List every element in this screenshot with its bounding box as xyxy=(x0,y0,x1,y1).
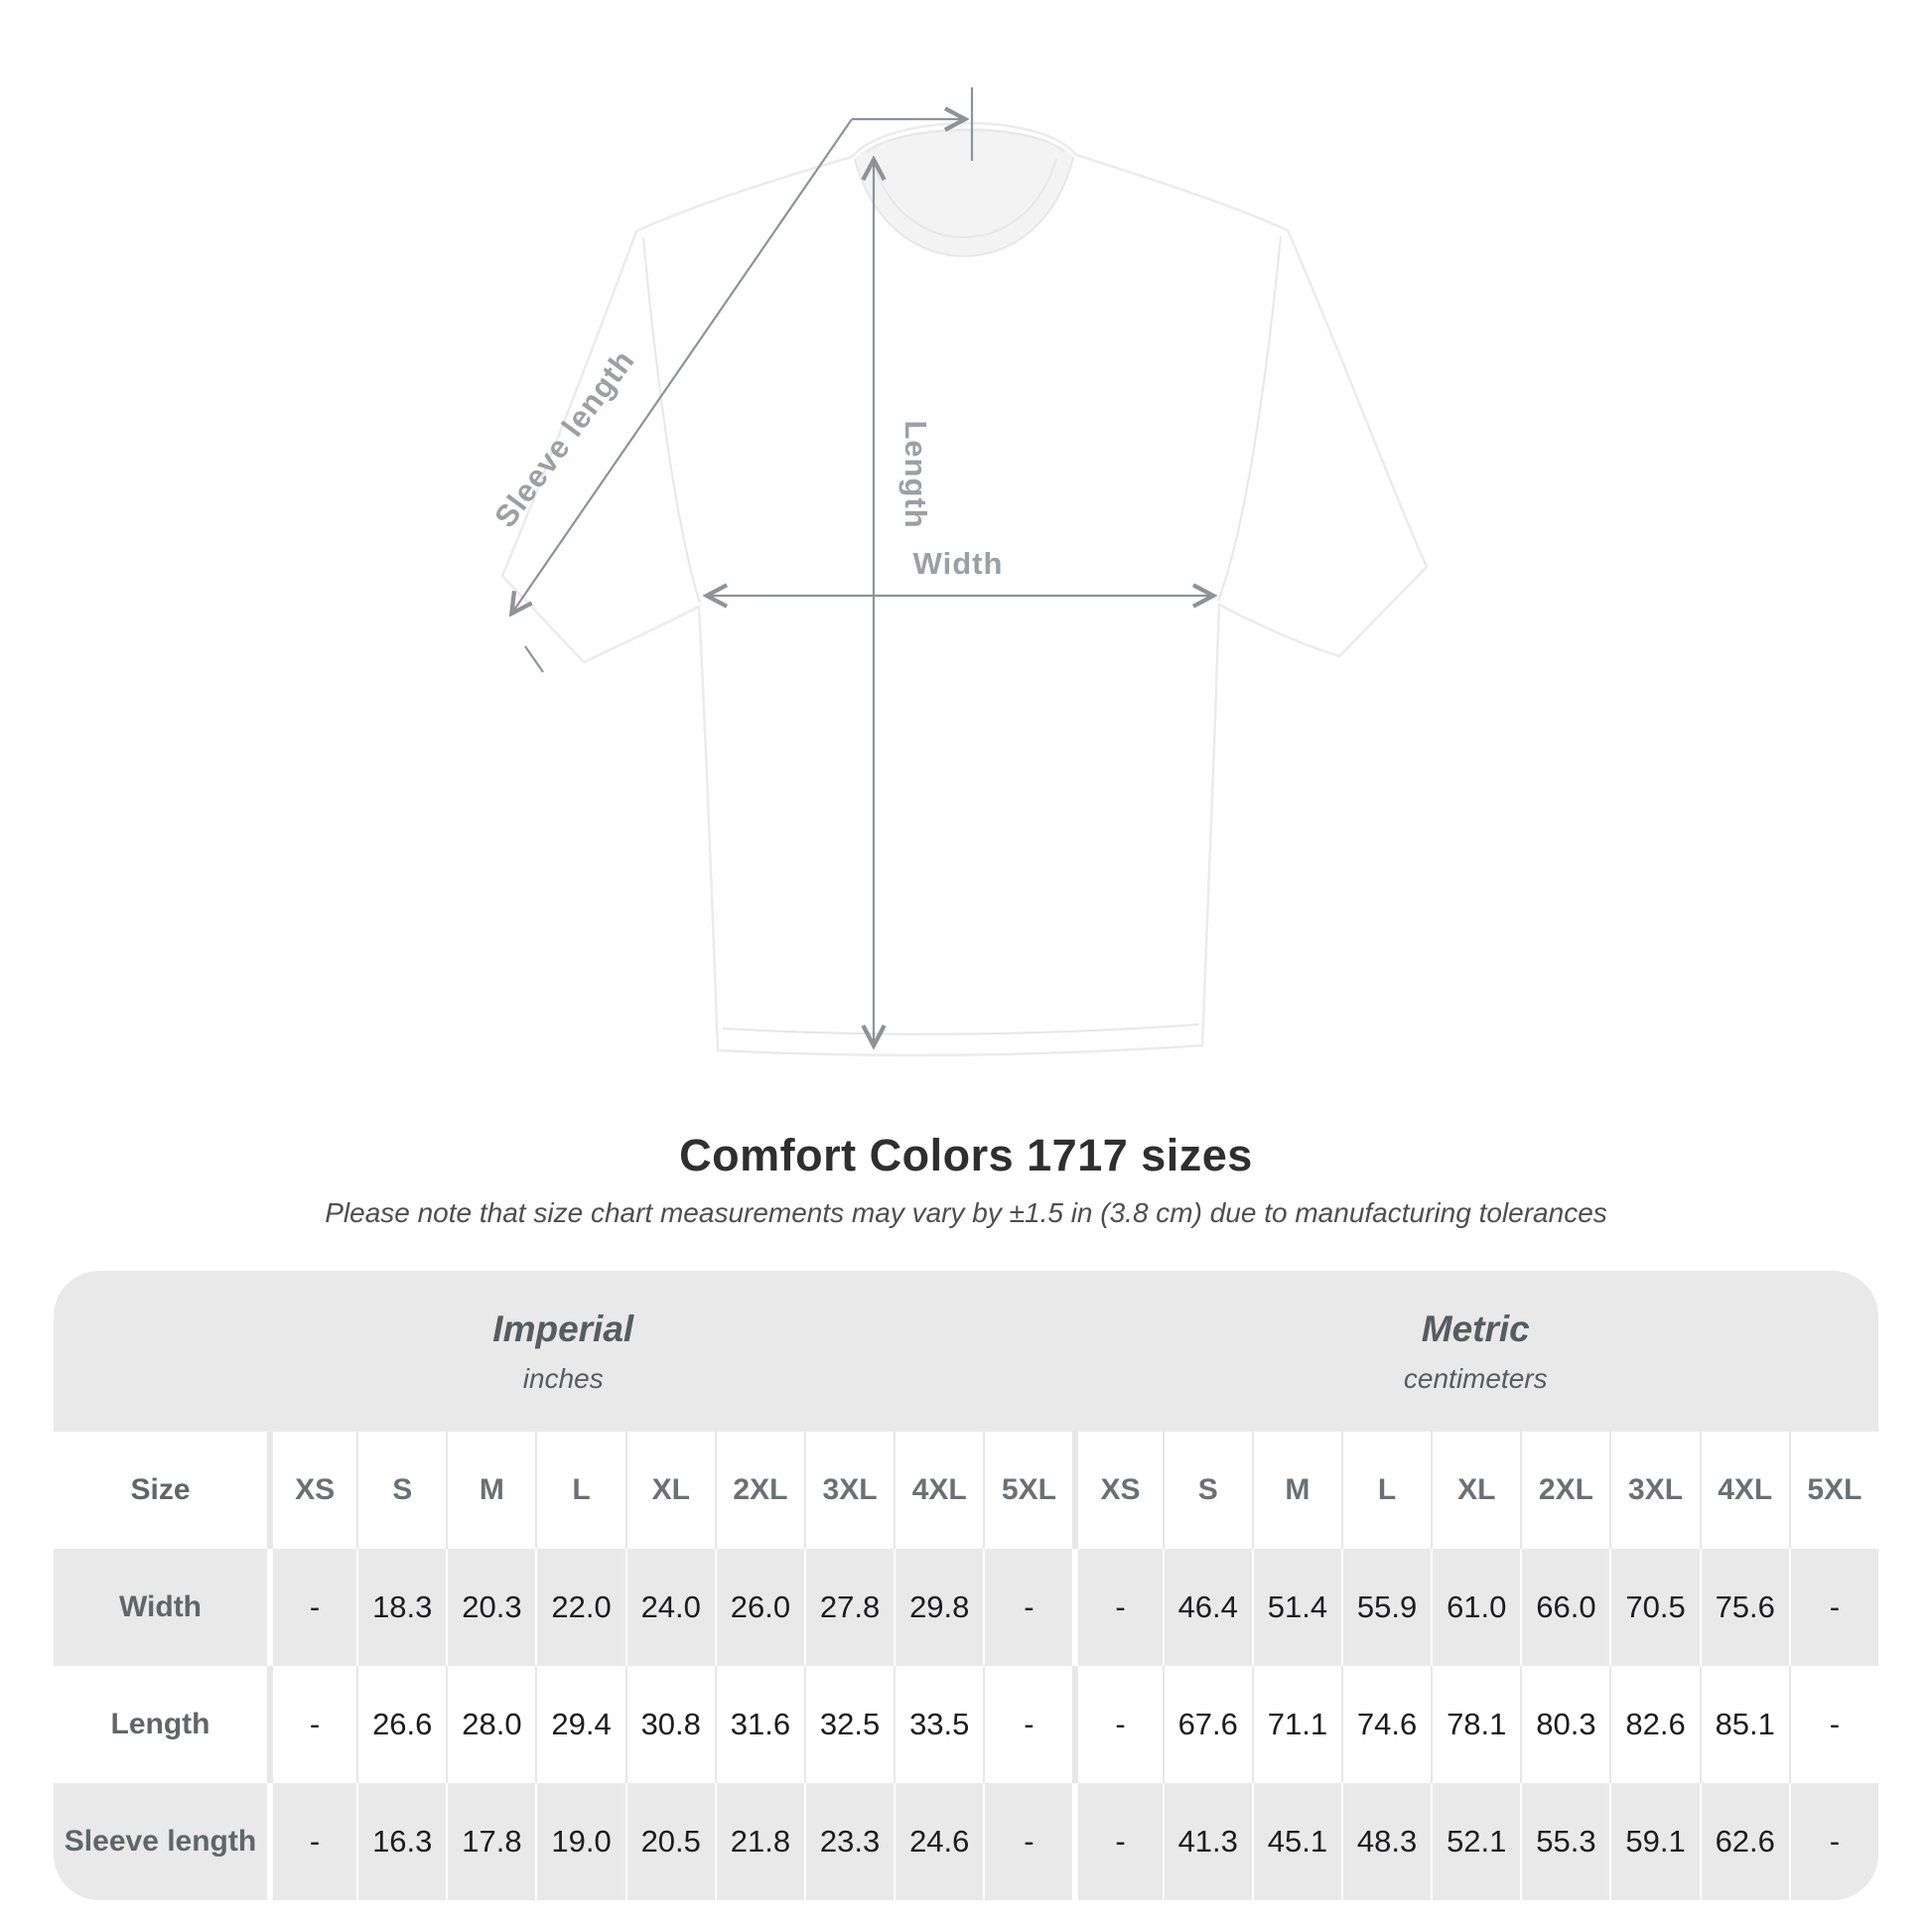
measurement-cell: 71.1 xyxy=(1252,1666,1341,1783)
measurement-cell: 19.0 xyxy=(535,1783,624,1900)
measurement-cell: 29.8 xyxy=(894,1549,983,1666)
imperial-section-header xyxy=(54,1271,1073,1432)
imperial-title: Imperial xyxy=(492,1308,634,1349)
row-label-length: Length xyxy=(110,1708,210,1740)
measurement-cell: 61.0 xyxy=(1431,1549,1520,1666)
size-col-imperial-m: M xyxy=(446,1432,535,1549)
page-title: Comfort Colors 1717 sizes xyxy=(679,1130,1253,1180)
size-col-imperial-5xl: 5XL xyxy=(983,1432,1072,1549)
size-col-imperial-xl: XL xyxy=(625,1432,715,1549)
measurement-cell: 24.6 xyxy=(894,1783,983,1900)
measurement-cell: 45.1 xyxy=(1252,1783,1341,1900)
measurement-cell: 82.6 xyxy=(1609,1666,1699,1783)
imperial-unit: inches xyxy=(522,1362,604,1394)
table-row-sleeve-length xyxy=(54,1783,1878,1900)
metric-title: Metric xyxy=(1421,1308,1530,1349)
width-label: Width xyxy=(912,546,1004,581)
size-col-imperial-2xl: 2XL xyxy=(715,1432,804,1549)
tshirt-image xyxy=(502,123,1427,1055)
measurement-cell: 55.9 xyxy=(1341,1549,1431,1666)
size-col-metric-2xl: 2XL xyxy=(1520,1432,1609,1549)
measurement-cell: 21.8 xyxy=(715,1783,804,1900)
measurement-cell: - xyxy=(983,1549,1072,1666)
size-col-metric-4xl: 4XL xyxy=(1700,1432,1789,1549)
measurement-cell: 29.4 xyxy=(535,1666,624,1783)
measurement-cell: 26.6 xyxy=(356,1666,446,1783)
measurement-cell: 66.0 xyxy=(1520,1549,1609,1666)
tshirt-body xyxy=(502,123,1427,1055)
metric-section-header xyxy=(1073,1271,1879,1432)
size-col-metric-xl: XL xyxy=(1431,1432,1520,1549)
measurement-cell: - xyxy=(1072,1666,1162,1783)
row-label-width: Width xyxy=(118,1590,203,1623)
measurement-cell: 74.6 xyxy=(1341,1666,1431,1783)
measurement-cell: 20.5 xyxy=(625,1783,715,1900)
measurement-cell: 23.3 xyxy=(804,1783,894,1900)
size-col-metric-s: S xyxy=(1163,1432,1252,1549)
measurement-cell: 55.3 xyxy=(1520,1783,1609,1900)
size-header-row xyxy=(54,1432,1878,1549)
measurement-cell: 67.6 xyxy=(1163,1666,1252,1783)
measurement-cell: - xyxy=(1072,1549,1162,1666)
size-table xyxy=(54,1271,1878,1900)
measurement-cell: - xyxy=(1789,1549,1878,1666)
measurement-cell: - xyxy=(983,1783,1072,1900)
measurement-cell: - xyxy=(267,1666,356,1783)
measurement-cell: 32.5 xyxy=(804,1666,894,1783)
measurement-cell: 46.4 xyxy=(1163,1549,1252,1666)
measurement-cell: 26.0 xyxy=(715,1549,804,1666)
measurement-cell: 41.3 xyxy=(1163,1783,1252,1900)
measurement-cell: - xyxy=(1072,1783,1162,1900)
size-col-imperial-xs: XS xyxy=(267,1432,356,1549)
metric-unit: centimeters xyxy=(1403,1362,1548,1394)
measurement-cell: 18.3 xyxy=(356,1549,446,1666)
measurement-cell: 17.8 xyxy=(446,1783,535,1900)
length-label: Length xyxy=(898,420,933,529)
measurement-cell: - xyxy=(1789,1666,1878,1783)
row-label-sleeve-length: Sleeve length xyxy=(64,1825,257,1858)
measurement-cell: 24.0 xyxy=(625,1549,715,1666)
measurement-cell: 27.8 xyxy=(804,1549,894,1666)
measurement-cell: 16.3 xyxy=(356,1783,446,1900)
size-column-header: Size xyxy=(130,1473,191,1506)
size-col-metric-xs: XS xyxy=(1072,1432,1162,1549)
measurement-cell: - xyxy=(1789,1783,1878,1900)
measurement-cell: 52.1 xyxy=(1431,1783,1520,1900)
measurement-cell: 51.4 xyxy=(1252,1549,1341,1666)
measurement-cell: 78.1 xyxy=(1431,1666,1520,1783)
measurement-cell: 30.8 xyxy=(625,1666,715,1783)
table-row-length xyxy=(54,1666,1878,1783)
measurement-cell: 70.5 xyxy=(1609,1549,1699,1666)
size-col-metric-l: L xyxy=(1341,1432,1431,1549)
measurement-cell: 20.3 xyxy=(446,1549,535,1666)
size-col-metric-m: M xyxy=(1252,1432,1341,1549)
measurement-cell: 62.6 xyxy=(1700,1783,1789,1900)
table-row-width xyxy=(54,1549,1878,1666)
sleeve-arrow-tail-tick xyxy=(525,646,543,672)
unit-header-band xyxy=(54,1271,1878,1432)
size-col-imperial-l: L xyxy=(535,1432,624,1549)
measurement-cell: 28.0 xyxy=(446,1666,535,1783)
size-col-imperial-s: S xyxy=(356,1432,446,1549)
measurement-cell: 59.1 xyxy=(1609,1783,1699,1900)
measurement-cell: 75.6 xyxy=(1700,1549,1789,1666)
tolerance-note: Please note that size chart measurements may vary by ±1.5 in (3.8 cm) due to manufacturing tolerances xyxy=(325,1197,1607,1228)
size-col-imperial-4xl: 4XL xyxy=(894,1432,983,1549)
measurement-cell: 85.1 xyxy=(1700,1666,1789,1783)
measurement-cell: 22.0 xyxy=(535,1549,624,1666)
size-col-metric-3xl: 3XL xyxy=(1609,1432,1699,1549)
sleeve-length-label: Sleeve length xyxy=(487,343,641,534)
size-col-imperial-3xl: 3XL xyxy=(804,1432,894,1549)
measurement-cell: - xyxy=(267,1783,356,1900)
measurement-cell: 48.3 xyxy=(1341,1783,1431,1900)
measurement-cell: 31.6 xyxy=(715,1666,804,1783)
measurement-cell: - xyxy=(267,1549,356,1666)
measurement-cell: - xyxy=(983,1666,1072,1783)
size-col-metric-5xl: 5XL xyxy=(1789,1432,1878,1549)
measurement-cell: 80.3 xyxy=(1520,1666,1609,1783)
measurement-cell: 33.5 xyxy=(894,1666,983,1783)
